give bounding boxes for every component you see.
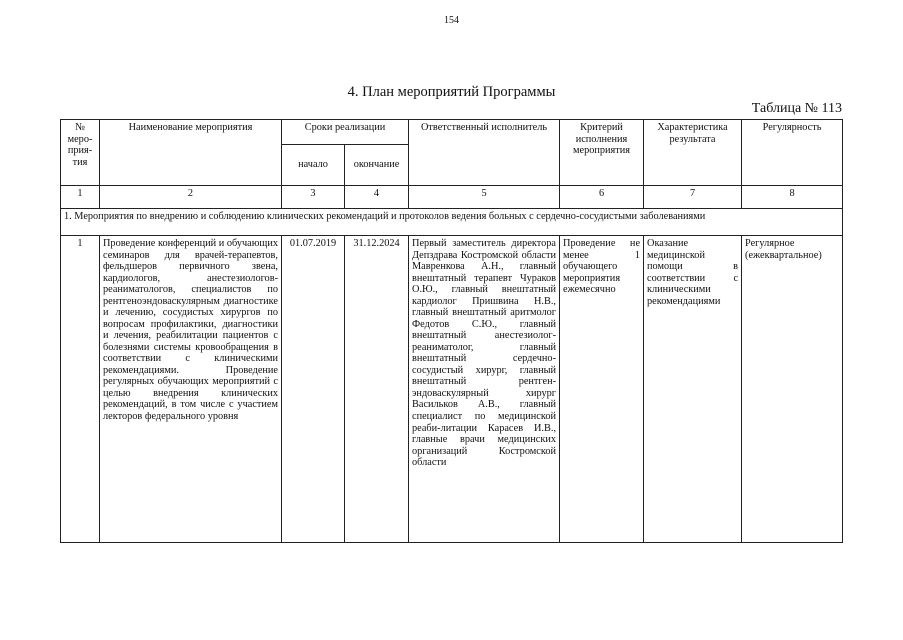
header-responsible: Ответственный исполнитель	[409, 120, 560, 186]
row-regularity: Регулярное (ежеквартальное)	[742, 236, 843, 543]
plan-table	[60, 119, 843, 543]
row-num: 1	[61, 236, 100, 543]
document-title: 4. План мероприятий Программы	[347, 84, 556, 100]
section-title: 1. Мероприятия по внедрению и соблюдению клинических рекомендаций и протоколов ведения больных с сердечно-сосудистыми заболеваниями	[61, 209, 843, 236]
header-name: Наименование мероприятия	[100, 120, 282, 186]
row-responsible: Первый заместитель директора Депздрава Костромской области Мавренкова А.Н., главный внештатный терапевт Чураков О.Ю., главный внештатный кардиолог Пришвина Н.В., главный внештатный аритмолог Федотов С.Ю., главный внештатный анестезиолог-реаниматолог, главный внештатный сердечно-сосудистый хирург, главный внештатный рентген-эндоваскулярный хирург Васильков А.В., главный специалист по медицинской реаби-литации Карасев И.В., главные врачи медицинских организаций Костромской области	[409, 236, 560, 543]
column-number: 3	[282, 186, 345, 209]
header-result: Характеристика результата	[644, 120, 742, 186]
header-row-1	[61, 120, 843, 145]
header-start: начало	[282, 145, 345, 186]
row-criterion: Проведение не менее 1 обучающего мероприятия ежемесячно	[560, 236, 644, 543]
header-terms: Сроки реализации	[282, 120, 409, 145]
section-row	[61, 209, 843, 236]
header-num: № меро-прия-тия	[61, 120, 100, 186]
column-number: 8	[742, 186, 843, 209]
row-start: 01.07.2019	[282, 236, 345, 543]
table-label: Таблица № 113	[751, 101, 842, 116]
row-end: 31.12.2024	[345, 236, 409, 543]
column-numbers-row	[61, 186, 843, 209]
header-criterion: Критерий исполнения мероприятия	[560, 120, 644, 186]
column-number: 1	[61, 186, 100, 209]
table-row	[61, 236, 843, 543]
header-end: окончание	[345, 145, 409, 186]
column-number: 4	[345, 186, 409, 209]
row-result: Оказание медицинской помощи в соответствии с клиническими рекомендациями	[644, 236, 742, 543]
column-number: 2	[100, 186, 282, 209]
column-number: 7	[644, 186, 742, 209]
column-number: 6	[560, 186, 644, 209]
header-regularity: Регулярность	[742, 120, 843, 186]
page-number: 154	[444, 15, 459, 26]
column-number: 5	[409, 186, 560, 209]
row-name: Проведение конференций и обучающих семинаров для врачей-терапевтов, фельдшеров первичного звена, кардиологов, анестезиологов-реаниматологов, специалистов по рентгеноэндоваскулярным диагностике и лечению, сосудистых хирургов по вопросам профилактики, диагностики и лечения, реабилитации пациентов с болезнями системы кровообращения в соответствии с клиническими рекомендациями. Проведение регулярных обучающих мероприятий с целью внедрения клинических рекомендаций, в том числе с участием лекторов федерального уровня	[100, 236, 282, 543]
